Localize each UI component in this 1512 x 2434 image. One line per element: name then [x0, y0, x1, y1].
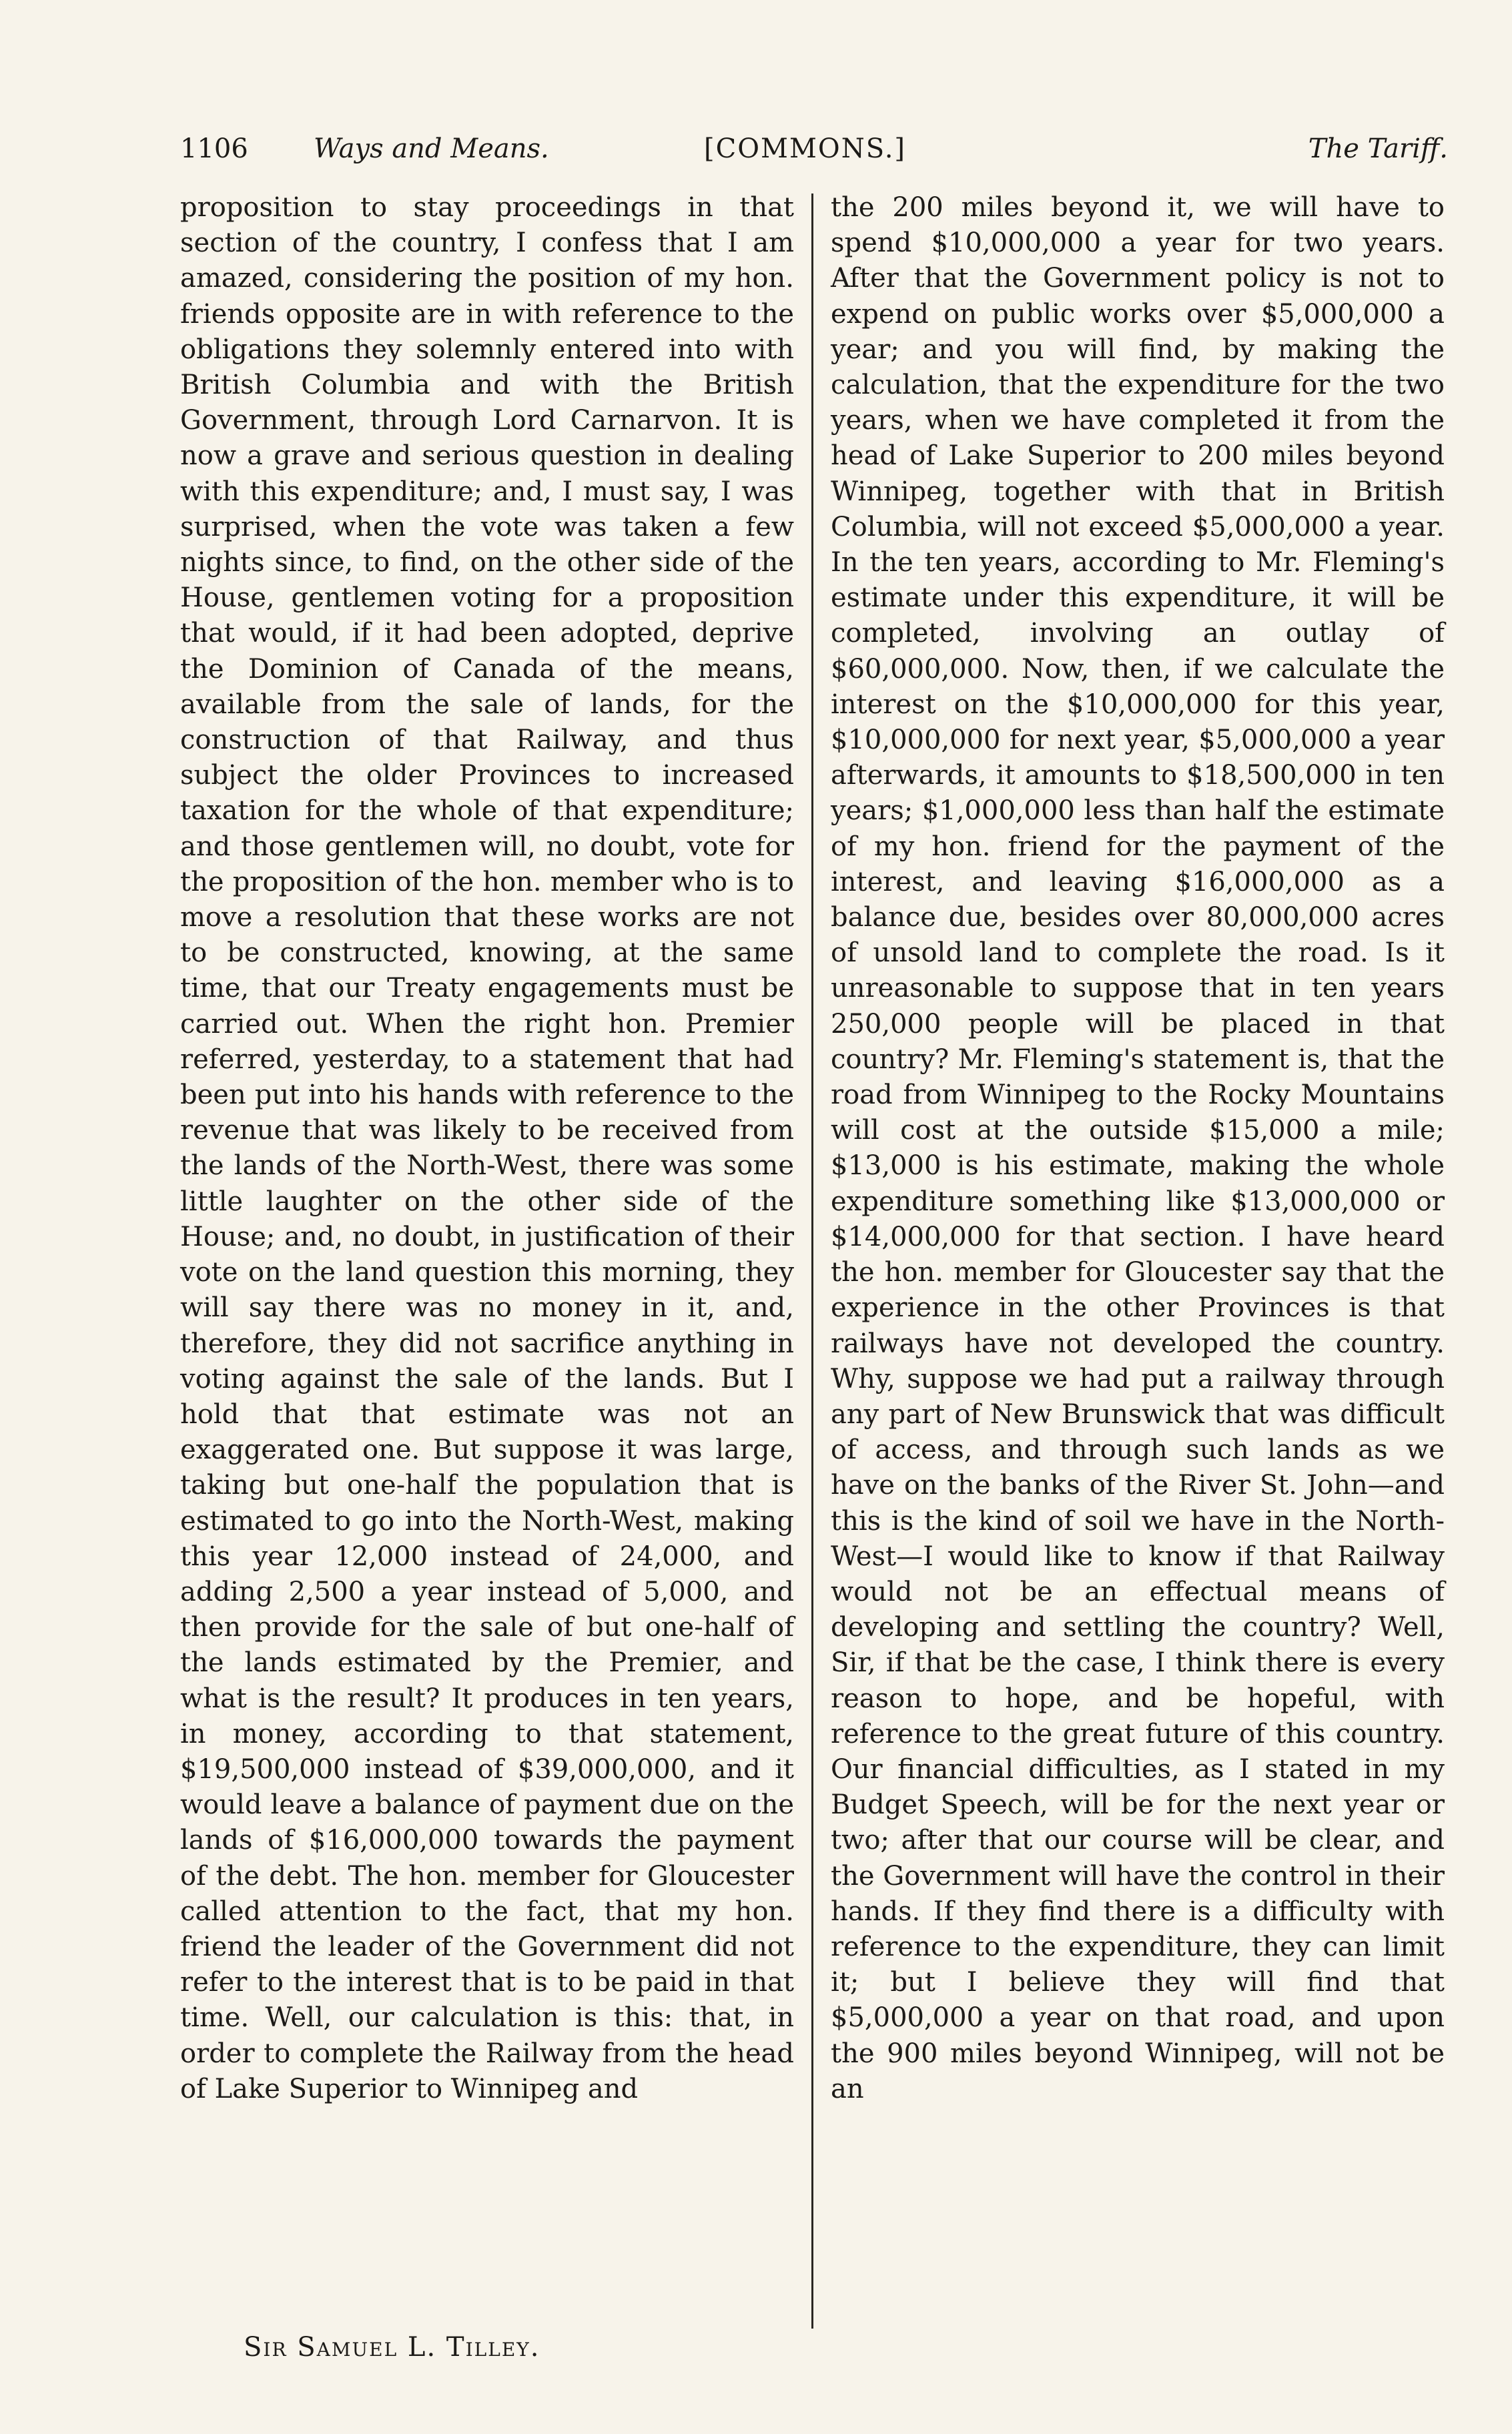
left-column-text: proposition to stay proceedings in that section of the country, I confess that I am amazed, considering the position of my hon. friends opposite are in with reference to the obligations they solemnly entered into with British Columbia and with the British Government, through Lord Carnarvon. It is now a grave and serious question in dealing with this expenditure; and, I must say, I was surprised, when the vote was taken a few nights since, to find, on the other side of the House, gentlemen voting for a proposition that would, if it had been adopted, deprive the Dominion of Canada of the means, available from the sale of lands, for the construction of that Railway, and thus subject the older Provinces to increased taxation for the whole of that expenditure; and those gentlemen will, no doubt, vote for the proposition of the hon. member who is to move a resolution that these works are not to be constructed, knowing, at the same time, that our Treaty engagements must be carried out. When the right hon. Premier referred, yesterday, to a statement that had been put into his hands with reference to the revenue that was likely to be received from the lands of the North-West, there was some little laughter on the other side of the House; and, no doubt, in justification of their vote on the land question this morning, they will say there was no money in it, and, therefore, they did not sacrifice anything in voting against the sale of the lands. But I hold that that estimate was not an exaggerated one. But suppose it was large, taking but one-half the population that is estimated to go into the North-West, making this year 12,000 instead of 24,000, and adding 2,500 a year instead of 5,000, and then provide for the sale of but one-half of the lands estimated by the Premier, and what is the result? It produces in ten years, in money, according to that statement, $19,500,000 instead of $39,000,000, and it would leave a balance of payment due on the lands of $16,000,000 towards the payment of the debt. The hon. member for Gloucester called attention to the fact, that my hon. friend the leader of the Government did not refer to the interest that is to be paid in that time. Well, our calculation is this: that, in order to complete the Railway from the head of Lake Superior to Winnipeg and — [180, 192, 794, 2104]
speaker-name: Sir Samuel L. Tilley. — [244, 2332, 540, 2363]
page-number: 1106 — [180, 133, 248, 164]
right-column — [831, 190, 1445, 2107]
running-header — [180, 127, 1448, 187]
hansard-page — [180, 127, 1448, 2363]
left-column — [180, 190, 794, 2107]
topic-title: The Tariff. — [1308, 133, 1448, 164]
section-title: Ways and Means. — [314, 133, 549, 164]
right-column-text: the 200 miles beyond it, we will have to spend $10,000,000 a year for two years. After that the Government policy is not to expend on public works over $5,000,000 a year; and you will find, by making the calculation, that the expenditure for the two years, when we have completed it from the head of Lake Superior to 200 miles beyond Winnipeg, together with that in British Columbia, will not exceed $5,000,000 a year. In the ten years, according to Mr. Fleming's estimate under this expenditure, it will be completed, involving an outlay of $60,000,000. Now, then, if we calculate the interest on the $10,000,000 for this year, $10,000,000 for next year, $5,000,000 a year afterwards, it amounts to $18,500,000 in ten years; $1,000,000 less than half the estimate of my hon. friend for the payment of the interest, and leaving $16,000,000 as a balance due, besides over 80,000,000 acres of unsold land to complete the road. Is it unreasonable to suppose that in ten years 250,000 people will be placed in that country? Mr. Fleming's statement is, that the road from Winnipeg to the Rocky Mountains will cost at the outside $15,000 a mile; $13,000 is his estimate, making the whole expenditure something like $13,000,000 or $14,000,000 for that section. I have heard the hon. member for Gloucester say that the experience in the other Provinces is that railways have not developed the country. Why, suppose we had put a railway through any part of New Brunswick that was difficult of access, and through such lands as we have on the banks of the River St. John—and this is the kind of soil we have in the North-West—I would like to know if that Railway would not be an effectual means of developing and settling the country? Well, Sir, if that be the case, I think there is every reason to hope, and be hopeful, with reference to the great future of this country. Our financial difficulties, as I stated in my Budget Speech, will be for the next year or two; after that our course will be clear, and the Government will have the control in their hands. If they find there is a difficulty with reference to the expenditure, they can limit it; but I believe they will find that $5,000,000 a year on that road, and upon the 900 miles beyond Winnipeg, will not be an — [831, 192, 1445, 2104]
column-divider — [811, 193, 813, 2329]
house-label: [COMMONS.] — [704, 133, 907, 164]
